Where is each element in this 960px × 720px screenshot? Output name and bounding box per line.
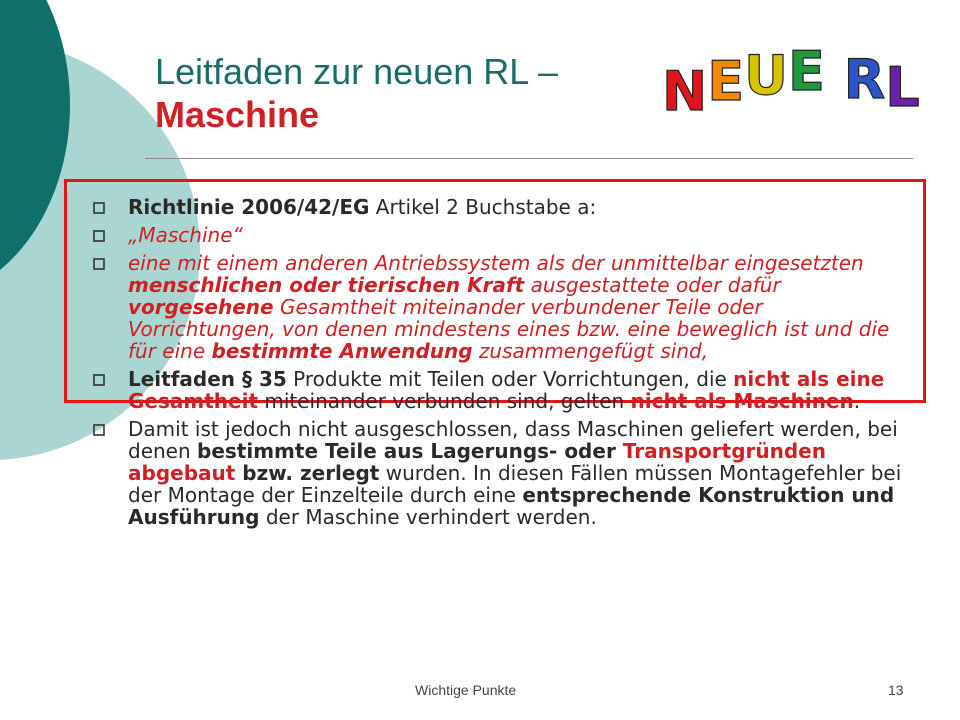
list-item: [85, 224, 915, 246]
stamp-letter: E: [707, 50, 745, 113]
hollow-square-bullet-icon: [91, 200, 107, 216]
list-text: zusammengefügt sind,: [472, 339, 709, 363]
hollow-square-bullet-icon: [91, 372, 107, 388]
footer-title: Wichtige Punkte: [415, 682, 517, 698]
title-accent: Maschine: [155, 94, 320, 135]
list-item: [85, 196, 915, 218]
emphasis-text-red: nicht als Maschinen: [630, 389, 854, 413]
emphasis-text: vorgesehene: [128, 295, 274, 319]
term-maschine: „Maschine“: [128, 223, 243, 247]
emphasis-text: Leitfaden § 35: [128, 367, 287, 391]
emphasis-text: bestimmte Anwendung: [211, 339, 473, 363]
hollow-square-bullet-icon: [91, 228, 107, 244]
svg-text:NEUE RL: [662, 40, 920, 123]
list-text: miteinander verbunden sind, gelten: [258, 389, 631, 413]
list-text: .: [853, 389, 861, 413]
list-text: Artikel 2 Buchstabe a:: [369, 195, 597, 219]
emphasis-text-red: Transportgründen abgebaut: [128, 439, 826, 485]
page-number: 13: [888, 682, 904, 698]
title-main: Leitfaden zur neuen RL –: [155, 51, 558, 92]
list-text: Gesamtheit miteinander verbundener Teile oder Vorrichtungen, von denen mindestens eines bzw. eine beweglich ist und die für eine: [128, 295, 890, 363]
emphasis-text: menschlichen oder tierischen Kraft: [128, 273, 525, 297]
directive-reference: Richtlinie 2006/42/EG: [128, 195, 370, 219]
list-text: Damit ist jedoch nicht ausgeschlossen, dass Maschinen geliefert werden, bei denen: [128, 417, 898, 463]
bullet-list: [85, 196, 915, 534]
list-item: [85, 368, 915, 412]
emphasis-text: bzw. zerlegt: [235, 461, 380, 485]
slide-title: [155, 50, 675, 136]
hollow-square-bullet-icon: [91, 256, 107, 272]
emphasis-text: entsprechende Konstruktion und Ausführung: [128, 483, 895, 529]
list-text: ausgestattete oder dafür: [524, 273, 781, 297]
hollow-square-bullet-icon: [91, 422, 107, 438]
stamp-letter: U: [744, 44, 788, 107]
title-divider: [145, 158, 913, 159]
stamp-letter: R: [843, 48, 886, 111]
stamp-letter: E: [787, 40, 825, 103]
stamp-letter: N: [662, 60, 708, 123]
list-text: Produkte mit Teilen oder Vorrichtungen, die: [286, 367, 734, 391]
list-text: wurden. In diesen Fällen müssen Montagefehler bei der Montage der Einzelteile durch eine: [128, 461, 902, 507]
list-text: eine mit einem anderen Antriebssystem als der unmittelbar eingesetzten: [128, 251, 864, 275]
stamp-letter: [825, 50, 844, 113]
list-item: [85, 252, 915, 362]
emphasis-text-red: nicht als eine Gesamtheit: [128, 367, 885, 413]
stamp-letter: L: [885, 56, 920, 119]
list-item: [85, 418, 915, 528]
list-text: der Maschine verhindert werden.: [259, 505, 597, 529]
neue-rl-stamp: [648, 20, 920, 140]
emphasis-text: bestimmte Teile aus Lagerungs- oder: [197, 439, 623, 463]
